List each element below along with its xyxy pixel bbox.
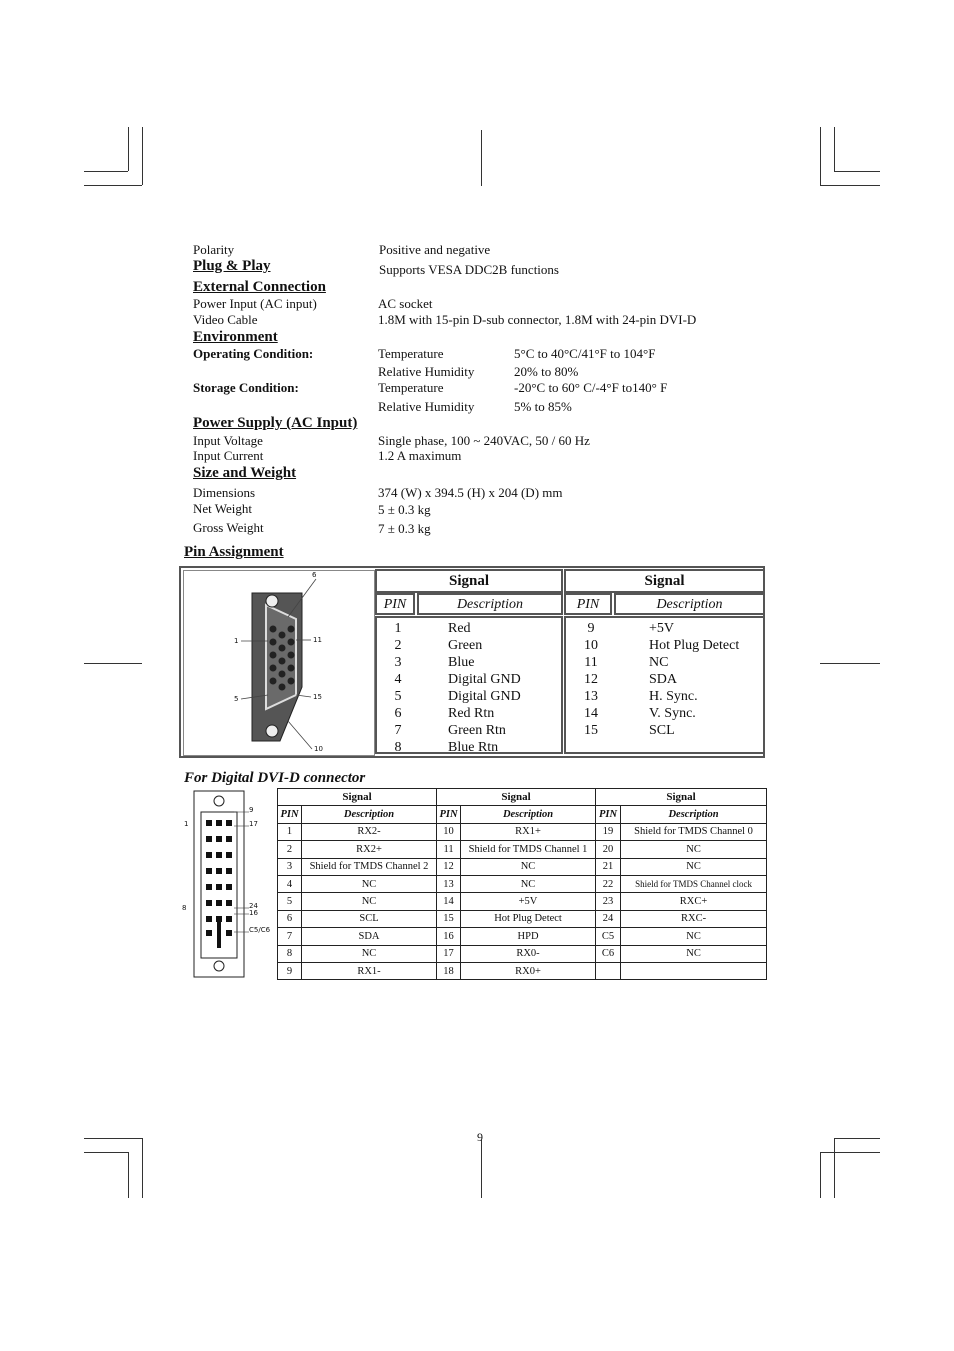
dvi-cell: Shield for TMDS Channel 0 bbox=[621, 823, 767, 840]
dvi-cell: 6 bbox=[278, 910, 302, 927]
dvi-cell: RXC+ bbox=[621, 893, 767, 910]
input-current-value: 1.2 A maximum bbox=[378, 448, 462, 463]
vga-pin-label-5: 5 bbox=[234, 695, 239, 703]
table-row bbox=[278, 945, 767, 962]
dvi-cell: NC bbox=[621, 928, 767, 945]
dvi-cell: 11 bbox=[437, 841, 461, 858]
dvi-cell: C6 bbox=[596, 945, 621, 962]
vga-connector-icon bbox=[184, 571, 374, 755]
environment-heading: Environment bbox=[193, 329, 278, 345]
dvi-cell: RX0+ bbox=[461, 962, 596, 979]
dvi-cell: RX1- bbox=[302, 962, 437, 979]
st-temperature-value: -20°C to 60° C/-4°F to140° F bbox=[514, 380, 668, 395]
dvi-signal-header: Signal bbox=[437, 789, 596, 806]
input-voltage-label: Input Voltage bbox=[193, 433, 263, 448]
dvi-pin-table bbox=[277, 788, 767, 980]
dvi-pin-label-c5c6: C5/C6 bbox=[249, 926, 271, 934]
op-humidity-value: 20% to 80% bbox=[514, 364, 579, 379]
dvi-cell: 20 bbox=[596, 841, 621, 858]
dvi-signal-header: Signal bbox=[596, 789, 767, 806]
dvi-connector-diagram bbox=[182, 790, 273, 980]
dvi-cell: 1 bbox=[278, 823, 302, 840]
power-input-value: AC socket bbox=[378, 296, 433, 311]
dvi-cell: NC bbox=[302, 945, 437, 962]
power-supply-heading: Power Supply (AC Input) bbox=[193, 415, 358, 431]
op-temperature-label: Temperature bbox=[378, 346, 444, 361]
dvi-cell: 2 bbox=[278, 841, 302, 858]
table-row bbox=[278, 910, 767, 927]
dvi-cell: 24 bbox=[596, 910, 621, 927]
st-temperature-label: Temperature bbox=[378, 380, 444, 395]
vga-pin-label-1: 1 bbox=[234, 637, 239, 645]
dvi-heading: For Digital DVI-D connector bbox=[184, 770, 366, 786]
dvi-cell: 21 bbox=[596, 858, 621, 875]
dvi-pin-label-17: 17 bbox=[249, 820, 258, 828]
op-temperature-value: 5°C to 40°C/41°F to 104°F bbox=[514, 346, 656, 361]
dvi-pin-label-1: 1 bbox=[184, 820, 189, 828]
dvi-cell bbox=[596, 962, 621, 979]
vga-pin-table bbox=[179, 566, 765, 758]
dvi-cell: 7 bbox=[278, 928, 302, 945]
external-connection-heading: External Connection bbox=[193, 279, 326, 295]
dvi-cell: NC bbox=[461, 875, 596, 892]
pin-header-left: PIN bbox=[375, 593, 415, 615]
dvi-cell: Shield for TMDS Channel clock bbox=[621, 875, 767, 892]
dvi-pin-header: PIN bbox=[437, 806, 461, 823]
dvi-pin-label-24: 24 bbox=[249, 902, 258, 910]
dvi-cell: NC bbox=[621, 945, 767, 962]
dvi-cell: RX2- bbox=[302, 823, 437, 840]
dvi-description-header: Description bbox=[461, 806, 596, 823]
dimensions-label: Dimensions bbox=[193, 485, 256, 500]
op-humidity-label: Relative Humidity bbox=[378, 364, 475, 379]
right-pin-descriptions: +5V Hot Plug Detect NC SDA H. Sync. V. Sync. SCL bbox=[649, 621, 740, 738]
dvi-cell: Hot Plug Detect bbox=[461, 910, 596, 927]
dvi-cell: NC bbox=[621, 858, 767, 875]
dvi-cell: SCL bbox=[302, 910, 437, 927]
st-humidity-label: Relative Humidity bbox=[378, 399, 475, 414]
dvi-cell: NC bbox=[461, 858, 596, 875]
dvi-signal-header: Signal bbox=[278, 789, 437, 806]
polarity-label: Polarity bbox=[193, 242, 235, 257]
dvi-cell: 16 bbox=[437, 928, 461, 945]
gross-weight-value: 7 ± 0.3 kg bbox=[378, 521, 431, 536]
dvi-cell: 18 bbox=[437, 962, 461, 979]
input-current-label: Input Current bbox=[193, 448, 264, 463]
dvi-cell: 14 bbox=[437, 893, 461, 910]
dvi-cell: 4 bbox=[278, 875, 302, 892]
dvi-cell: 8 bbox=[278, 945, 302, 962]
dvi-pin-label-8: 8 bbox=[182, 904, 187, 912]
vga-connector-diagram bbox=[183, 570, 375, 756]
left-pin-body bbox=[375, 616, 563, 754]
table-row bbox=[278, 962, 767, 979]
dimensions-value: 374 (W) x 394.5 (H) x 204 (D) mm bbox=[378, 485, 563, 500]
left-pin-numbers: 1 2 3 4 5 6 7 8 bbox=[394, 621, 402, 755]
dvi-cell: 9 bbox=[278, 962, 302, 979]
video-cable-label: Video Cable bbox=[193, 312, 258, 327]
plug-play-heading: Plug & Play bbox=[193, 258, 271, 274]
description-header-left: Description bbox=[417, 593, 563, 615]
dvi-cell: 19 bbox=[596, 823, 621, 840]
dvi-cell: NC bbox=[621, 841, 767, 858]
dvi-cell: HPD bbox=[461, 928, 596, 945]
table-row bbox=[278, 893, 767, 910]
dvi-cell: 12 bbox=[437, 858, 461, 875]
dvi-cell: 3 bbox=[278, 858, 302, 875]
dvi-pin-header: PIN bbox=[596, 806, 621, 823]
description-header-right: Description bbox=[614, 593, 765, 615]
vga-pin-label-6: 6 bbox=[312, 571, 317, 579]
right-pin-body bbox=[564, 616, 765, 754]
dvi-cell: RX0- bbox=[461, 945, 596, 962]
table-row bbox=[278, 841, 767, 858]
table-row bbox=[278, 928, 767, 945]
dvi-description-header: Description bbox=[302, 806, 437, 823]
size-weight-heading: Size and Weight bbox=[193, 465, 297, 481]
dvi-description-header: Description bbox=[621, 806, 767, 823]
signal-header-right: Signal bbox=[564, 569, 765, 593]
dvi-column-header-row bbox=[278, 806, 767, 823]
dvi-cell: RX1+ bbox=[461, 823, 596, 840]
dvi-cell: Shield for TMDS Channel 2 bbox=[302, 858, 437, 875]
vga-pin-label-11: 11 bbox=[313, 636, 322, 644]
input-voltage-value: Single phase, 100 ~ 240VAC, 50 / 60 Hz bbox=[378, 433, 590, 448]
operating-condition-label: Operating Condition: bbox=[193, 346, 314, 361]
dvi-cell: 5 bbox=[278, 893, 302, 910]
dvi-cell: 13 bbox=[437, 875, 461, 892]
dvi-cell: 10 bbox=[437, 823, 461, 840]
dvi-cell: C5 bbox=[596, 928, 621, 945]
st-humidity-value: 5% to 85% bbox=[514, 399, 572, 414]
dvi-pin-header: PIN bbox=[278, 806, 302, 823]
dvi-cell bbox=[621, 962, 767, 979]
dvi-cell: 23 bbox=[596, 893, 621, 910]
pin-assignment-heading: Pin Assignment bbox=[184, 544, 284, 560]
dvi-cell: +5V bbox=[461, 893, 596, 910]
signal-header-left: Signal bbox=[375, 569, 563, 593]
dvi-pin-label-9: 9 bbox=[249, 806, 254, 814]
polarity-value: Positive and negative bbox=[379, 242, 491, 257]
pin-header-right: PIN bbox=[564, 593, 612, 615]
net-weight-value: 5 ± 0.3 kg bbox=[378, 502, 431, 517]
page-number: 9 bbox=[477, 1130, 483, 1144]
dvi-cell: NC bbox=[302, 875, 437, 892]
storage-condition-label: Storage Condition: bbox=[193, 380, 299, 395]
table-row bbox=[278, 858, 767, 875]
vga-pin-label-15: 15 bbox=[313, 693, 322, 701]
dvi-cell: 22 bbox=[596, 875, 621, 892]
table-row bbox=[278, 823, 767, 840]
table-row bbox=[278, 875, 767, 892]
dvi-cell: SDA bbox=[302, 928, 437, 945]
dvi-signal-header-row bbox=[278, 789, 767, 806]
dvi-cell: RXC- bbox=[621, 910, 767, 927]
dvi-cell: 17 bbox=[437, 945, 461, 962]
left-pin-descriptions: Red Green Blue Digital GND Digital GND Red Rtn Green Rtn Blue Rtn bbox=[448, 621, 521, 755]
dvi-connector-icon bbox=[193, 790, 273, 980]
dvi-cell: Shield for TMDS Channel 1 bbox=[461, 841, 596, 858]
vga-pin-label-10: 10 bbox=[314, 745, 323, 753]
video-cable-value: 1.8M with 15-pin D-sub connector, 1.8M with 24-pin DVI-D bbox=[378, 312, 697, 327]
plug-play-value: Supports VESA DDC2B functions bbox=[379, 262, 559, 277]
dvi-pin-label-16: 16 bbox=[249, 909, 258, 917]
net-weight-label: Net Weight bbox=[193, 501, 253, 516]
dvi-cell: RX2+ bbox=[302, 841, 437, 858]
gross-weight-label: Gross Weight bbox=[193, 520, 264, 535]
power-input-label: Power Input (AC input) bbox=[193, 296, 317, 311]
right-pin-numbers: 9 10 11 12 13 14 15 bbox=[584, 621, 598, 738]
dvi-cell: NC bbox=[302, 893, 437, 910]
dvi-cell: 15 bbox=[437, 910, 461, 927]
